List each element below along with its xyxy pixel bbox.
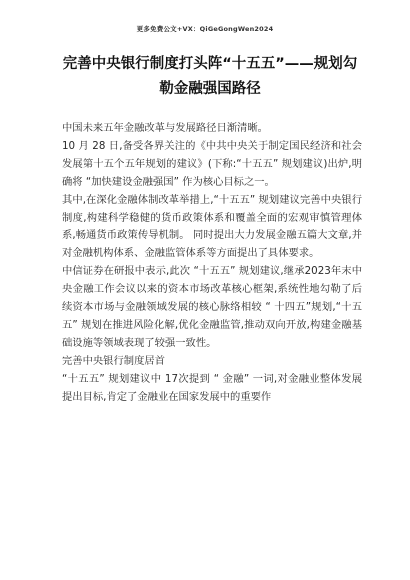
paragraph-intro: 中国未来五年金融改革与发展路径日渐清晰。 — [62, 122, 268, 134]
article-title: 完善中央银行制度打头阵“十五五”——规划勾勒金融强国路径 — [62, 56, 358, 97]
paragraph-citic-analysis: 中信证券在研报中表示,此次 “十五五” 规划建议,继承2023年末中央金融工作会议以来的资本市场改革核心框架,系统性地勾勒了后续资本市场与金融领域发展的核心脉络相较 “ 十四五”规划,“十五五” 规划在推进风险化解,优化金融监管,推动双向开放,构建金融基础设施等领域表现了较强一致性。 — [62, 265, 362, 349]
paragraph-reform-measures: 其中,在深化金融体制改革举措上,“十五五” 规划建议完善中央银行制度,构建科学稳健的货币政策体系和覆盖全面的宏观审慎管理体系,畅通货币政策传导机制。 同时提出大力发展金融五篇大文章,并对金融机构体系、金融监管体系等方面提出了具体要求。 — [62, 193, 362, 260]
section-heading: 完善中央银行制度居首 — [62, 354, 165, 367]
paragraph-release: 10 月 28 日,备受各界关注的《中共中央关于制定国民经济和社会发展第十五个五年规划的建议》(下称:“十五五” 规划建议)出炉,明确将 “加快建设金融强国” 作为核心目标之一。 — [62, 139, 362, 188]
article-body — [62, 120, 362, 407]
header-banner: 更多免费公文+VX：QiGeGongWen2024 — [136, 25, 274, 33]
paragraph-finance-mentions: “十五五” 规划建议中 17次提到 “ 金融” 一词,对金融业整体发展提出目标,肯定了金融业在国家发展中的重要作 — [62, 372, 362, 403]
